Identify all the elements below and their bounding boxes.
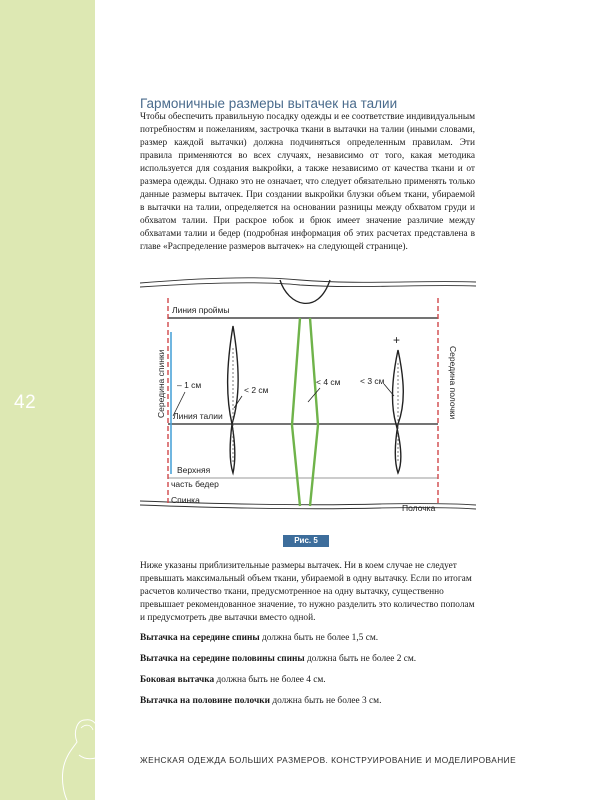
section-heading: Гармоничные размеры вытачек на талии (140, 96, 398, 111)
label-waist: Линия талии (173, 411, 223, 421)
dart-side-label: < 4 см (316, 377, 341, 387)
rule-title: Боковая вытачка (140, 675, 215, 685)
rule-title: Вытачка на половине полочки (140, 696, 270, 706)
rule-item (140, 653, 476, 666)
dart-back-label: < 2 см (244, 385, 269, 395)
armhole-curve (280, 280, 330, 303)
rule-title: Вытачка на середине половины спины (140, 654, 305, 664)
footer-book-title: ЖЕНСКАЯ ОДЕЖДА БОЛЬШИХ РАЗМЕРОВ. КОНСТРУИРОВАНИЕ И МОДЕЛИРОВАНИЕ (140, 755, 517, 765)
pattern-diagram (140, 268, 476, 530)
label-center-front: Середина полочки (448, 346, 458, 420)
label-upper-hip-1: Верхняя (177, 465, 211, 475)
top-border-line (140, 278, 476, 283)
label-center-back: Середина спинки (156, 349, 166, 418)
label-front: Полочка (402, 503, 436, 513)
label-upper-hip-2: часть бедер (171, 479, 219, 489)
explanation-paragraph: Ниже указаны приблизительные размеры вытачек. Ни в коем случае не следует превышать максимальный объем ткани, убираемой в одну вытачку. Если по итогам расчетов количество ткани, предусмотренное на одну вытачку, существенно превышает рекомендованное значение, то нужно разделить это количество пополам и предусмотреть две вытачки вместо одной. (140, 561, 475, 624)
dart-front-label: < 3 см (360, 376, 385, 386)
rule-text: должна быть не более 4 см. (214, 675, 326, 685)
woman-silhouette-illustration (55, 700, 125, 800)
rule-title: Вытачка на середине спины (140, 633, 260, 643)
intro-paragraph: Чтобы обеспечить правильную посадку одежды и ее соответствие индивидуальным потребностям и пожеланиям, застрочка ткани в вытачки на талии (иными словами, размер каждой вытачки) должна подчиняться определенным правилам. Эти правила применяются во всех случаях, независимо от того, какая методика используется для создания выкройки, а также независимо от качества ткани и от размера одежды. Однако это не означает, что следует обязательно применять только данные размеры вытачек. При создании выкройки блузки объем ткани, убираемой в вытачки на талии, определяется на основании разницы между обхватом груди и обхватом талии. При раскрое юбок и брюк имеет значение различие между обхватами талии и бедер (подробная информация об этих расчетах представлена в главе «Распределение размеров вытачек» на следующей странице). (140, 112, 476, 253)
label-back: Спинка (171, 495, 200, 505)
label-armhole: Линия проймы (172, 305, 230, 315)
rule-item (140, 674, 476, 687)
rule-text: должна быть не более 2 см. (304, 654, 417, 664)
rule-text: должна быть не более 3 см. (270, 696, 382, 706)
front-dart-plus: + (393, 333, 401, 347)
figure-caption: Рис. 5 (283, 535, 329, 547)
page-number: 42 (14, 392, 37, 413)
rule-item (140, 695, 476, 708)
rule-text: должна быть не более 1,5 см. (259, 633, 379, 643)
rule-item (140, 632, 476, 645)
dart-cb-label: – 1 см (177, 380, 202, 390)
top-border-line-2 (140, 283, 476, 287)
